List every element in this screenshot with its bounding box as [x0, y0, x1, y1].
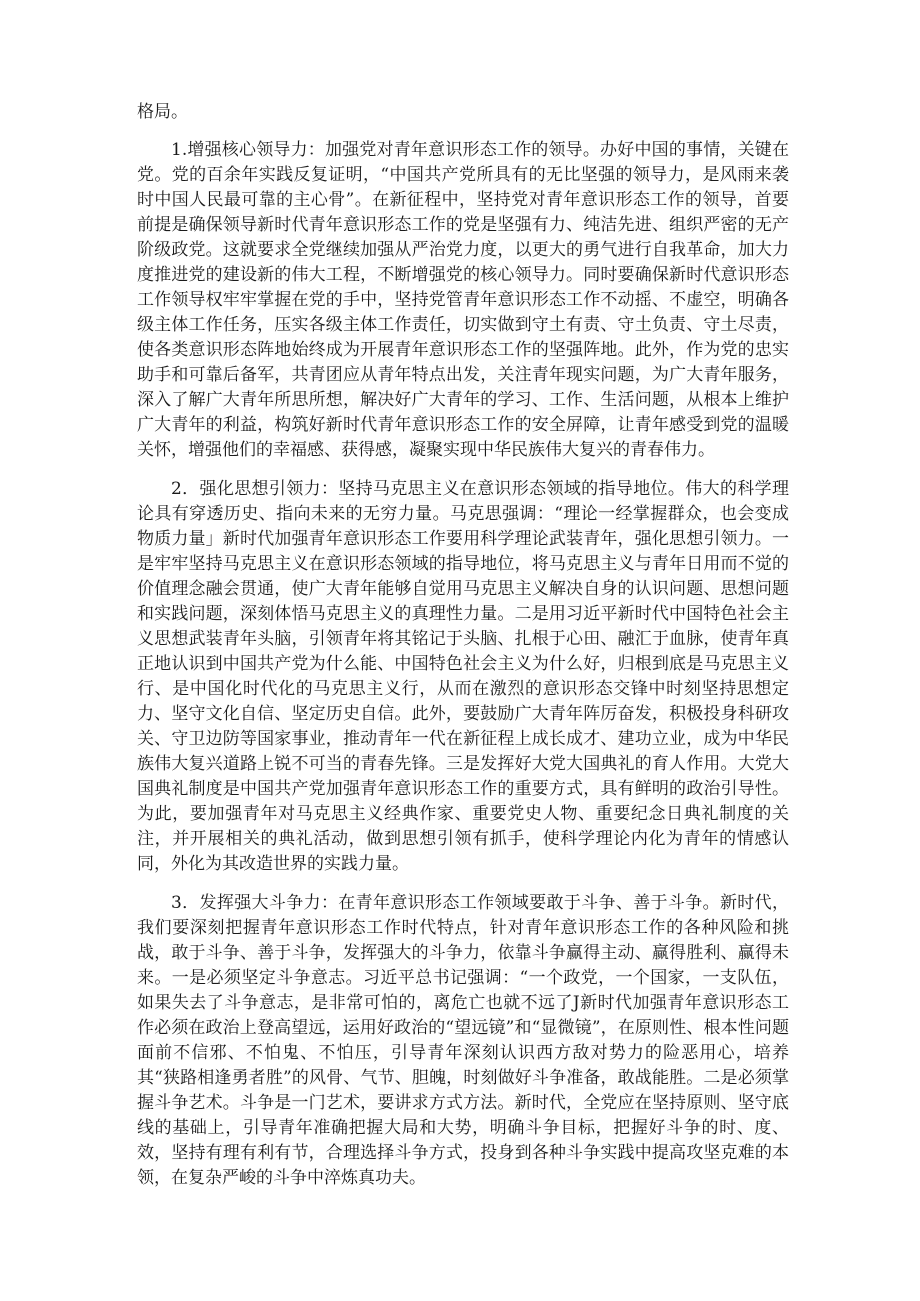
document-page	[137, 100, 789, 1205]
paragraph-ideological-guidance: 2．强化思想引领力：坚持马克思主义在意识形态领域的指导地位。伟大的科学理论具有穿透历史、指向未来的无穷力量。马克思强调：“理论一经掌握群众，也会变成物质力量」新时代加强青年意识形态工作要用科学理论武装青年，强化思想引领力。一是牢牢坚持马克思主义在意识形态领域的指导地位，将马克思主义与青年日用而不觉的价值理念融会贯通，使广大青年能够自觉用马克思主义解决自身的认识问题、思想问题和实践问题，深刻体悟马克思主义的真理性力量。二是用习近平新时代中国特色社会主义思想武装青年头脑，引领青年将其铭记于头脑、扎根于心田、融汇于血脉，使青年真正地认识到中国共产党为什么能、中国特色社会主义为什么好，归根到底是马克思主义行、是中国化时代化的马克思主义行，从而在激烈的意识形态交锋中时刻坚持思想定力、坚守文化自信、坚定历史自信。此外，要鼓励广大青年阵厉奋发，积极投身科研攻关、守卫边防等国家事业，推动青年一代在新征程上成长成才、建功立业，成为中华民族伟大复兴道路上锐不可当的青春先锋。三是发挥好大党大国典礼的育人作用。大党大国典礼制度是中国共产党加强青年意识形态工作的重要方式，具有鲜明的政治引导性。为此，要加强青年对马克思主义经典作家、重要党史人物、重要纪念日典礼制度的关注，并开展相关的典礼活动，做到思想引领有抓手，使科学理论内化为青年的情感认同，外化为其改造世界的实践力量。	[137, 479, 789, 874]
paragraph-continuation: 格局。	[137, 102, 188, 122]
paragraph-struggle-capacity: 3．发挥强大斗争力：在青年意识形态工作领域要敢于斗争、善于斗争。新时代，我们要深刻把握青年意识形态工作时代特点，针对青年意识形态工作的各种风险和挑战，敢于斗争、善于斗争，发挥强大的斗争力，依靠斗争赢得主动、赢得胜利、赢得未来。一是必须坚定斗争意志。习近平总书记强调：“一个政党，一个国家，一支队伍，如果失去了斗争意志，是非常可怕的，离危亡也就不远了J新时代加强青年意识形态工作必须在政治上登高望远，运用好政治的“望远镜”和“显微镜”，在原则性、根本性问题面前不信邪、不怕鬼、不怕压，引导青年深刻认识西方敌对势力的险恶用心，培养其“狭路相逢勇者胜”的风骨、气节、胆魄，时刻做好斗争准备，敢战能胜。二是必须掌握斗争艺术。斗争是一门艺术，要讲求方式方法。新时代，全党应在坚持原则、坚守底线的基础上，引导青年准确把握大局和大势，明确斗争目标，把握好斗争的时、度、效，坚持有理有利有节，合理选择斗争方式，投身到各种斗争实践中提高攻坚克难的本领，在复杂严峻的斗争中淬炼真功夫。	[137, 893, 789, 1188]
paragraph-core-leadership: 1.增强核心领导力：加强党对青年意识形态工作的领导。办好中国的事情，关键在党。党的百余年实践反复证明，“中国共产党所具有的无比坚强的领导力，是风雨来袭时中国人民最可靠的主心骨”。在新征程中，坚持党对青年意识形态工作的领导，首要前提是确保领导新时代青年意识形态工作的党是坚强有力、纯洁先进、组织严密的无产阶级政党。这就要求全党继续加强从严治党力度，以更大的勇气进行自我革命，加大力度推进党的建设新的伟大工程，不断增强党的核心领导力。同时要确保新时代意识形态工作领导权牢牢掌握在党的手中，坚持党管青年意识形态工作不动摇、不虚空，明确各级主体工作任务，压实各级主体工作责任，切实做到守土有责、守土负责、守土尽责，使各类意识形态阵地始终成为开展青年意识形态工作的坚强阵地。此外，作为党的忠实助手和可靠后备军，共青团应从青年特点出发，关注青年现实问题，为广大青年服务，深入了解广大青年所思所想，解决好广大青年的学习、工作、生活问题，从根本上维护广大青年的利益，构筑好新时代青年意识形态工作的安全屏障，让青年感受到党的温暖关怀，增强他们的幸福感、获得感，凝聚实现中华民族伟大复兴的青春伟力。	[137, 140, 789, 460]
